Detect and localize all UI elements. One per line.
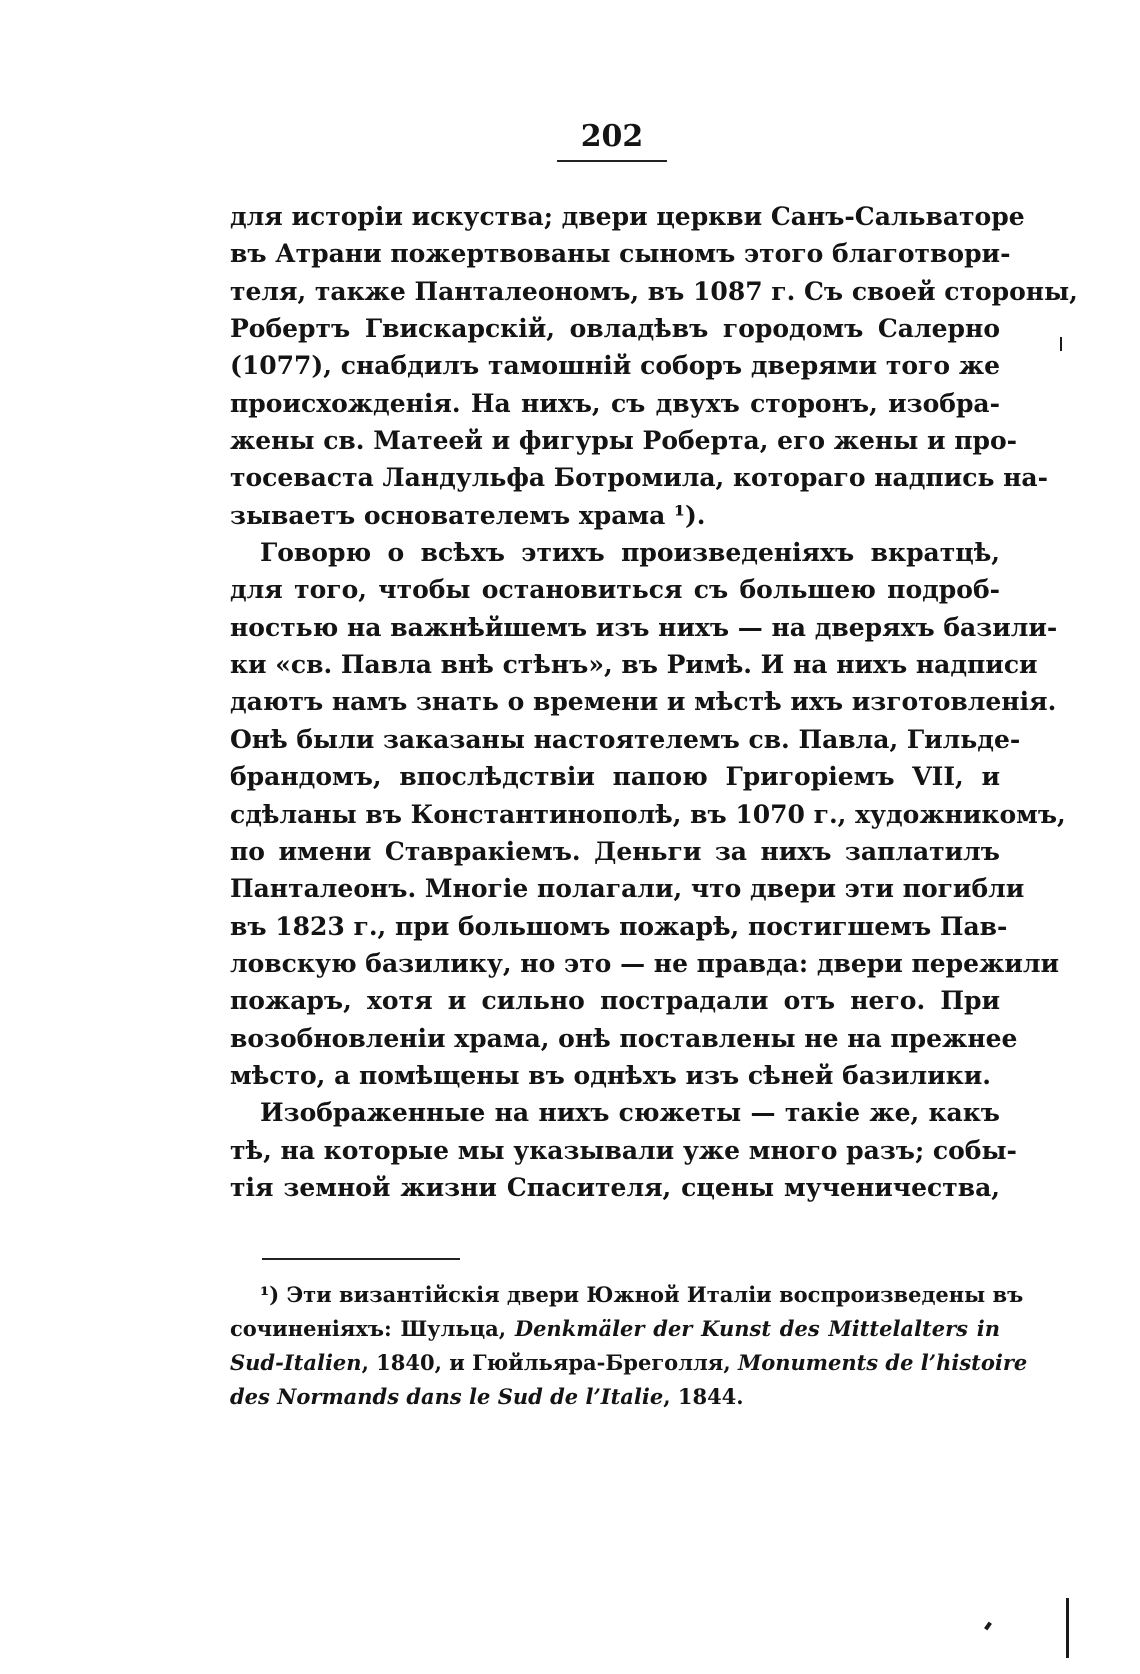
- text-line: Онѣ были заказаны настоятелемъ св. Павла, Гильде-: [230, 724, 1021, 754]
- text-line: Говорю о всѣхъ этихъ произведеніяхъ вкратцѣ,: [260, 538, 1000, 568]
- text-line: тія земной жизни Спасителя, сцены мученичества,: [230, 1172, 1000, 1202]
- text-line: тосеваста Ландульфа Ботромила, котораго надпись на-: [230, 463, 1049, 493]
- scan-edge-mark: [1066, 1598, 1069, 1658]
- text-line: для исторіи искуства; двери церкви Санъ-Сальваторе: [230, 202, 1025, 231]
- text-line: даютъ намъ знать о времени и мѣстѣ ихъ изготовленія.: [230, 687, 1057, 717]
- footnote-line: ¹) Эти византійскія двери Южной Италіи воспроизведены въ: [260, 1282, 1024, 1307]
- text-line: ностью на важнѣйшемъ изъ нихъ — на дверяхъ базили-: [230, 612, 1058, 642]
- text-line: (1077), снабдилъ тамошній соборъ дверями того же: [230, 351, 1000, 381]
- page-number: 202: [580, 119, 644, 154]
- page-number-rule: [557, 160, 667, 162]
- text-line: пожаръ, хотя и сильно пострадали отъ него. При: [230, 986, 1000, 1016]
- text-line: брандомъ, впослѣдствіи папою Григоріемъ VII, и: [230, 762, 1000, 792]
- footnote-text: , 1844.: [663, 1384, 744, 1409]
- footnote-text: сочиненіяхъ: Шульца,: [230, 1316, 515, 1341]
- text-line: зываетъ основателемъ храма ¹).: [230, 500, 706, 530]
- footnote-title-italic: Monuments de l’histoire: [737, 1350, 1028, 1375]
- text-line: Робертъ Гвискарскій, овладѣвъ городомъ Салерно: [230, 314, 1000, 344]
- footnote-title-italic: Sud-Italien: [230, 1350, 362, 1375]
- text-line: мѣсто, а помѣщены въ однѣхъ изъ сѣней базилики.: [230, 1060, 991, 1090]
- text-line: сдѣланы въ Константинополѣ, въ 1070 г., художникомъ,: [230, 799, 1066, 829]
- body-text: [230, 198, 1078, 1206]
- text-line: ки «св. Павла внѣ стѣнъ», въ Римѣ. И на нихъ надписи: [230, 650, 1038, 680]
- text-line: происхожденія. На нихъ, съ двухъ сторонъ, изобра-: [230, 388, 1000, 418]
- text-line: въ 1823 г., при большомъ пожарѣ, постигшемъ Пав-: [230, 911, 1008, 941]
- text-line: для того, чтобы остановиться съ большею подроб-: [230, 575, 1000, 605]
- text-line: въ Атрани пожертвованы сыномъ этого благотвори-: [230, 239, 1011, 269]
- scan-edge-mark: [1060, 337, 1062, 351]
- text-line: Изображенные на нихъ сюжеты — такіе же, какъ: [260, 1098, 1000, 1128]
- footnote-line: [230, 1346, 1028, 1380]
- footnote-line: [230, 1380, 1000, 1414]
- text-line: ловскую базилику, но это — не правда: двери пережили: [230, 948, 1060, 978]
- footnote-title-italic: Denkmäler der Kunst des Mittelalters in: [514, 1316, 1000, 1341]
- footnote-text: , 1840, и Гюйльяра-Бреголля,: [361, 1350, 738, 1375]
- footnote: [230, 1278, 1028, 1414]
- scan-edge-mark: [984, 1622, 992, 1631]
- text-line: возобновленіи храма, онѣ поставлены не на прежнее: [230, 1023, 1018, 1053]
- footnote-title-italic: des Normands dans le Sud de l’Italie: [230, 1384, 664, 1409]
- footnote-line: [230, 1312, 1000, 1346]
- text-line: Панталеонъ. Многіе полагали, что двери эти погибли: [230, 874, 1025, 904]
- text-line: жены св. Матеей и фигуры Роберта, его жены и про-: [230, 426, 1018, 456]
- text-line: тѣ, на которые мы указывали уже много разъ; собы-: [230, 1135, 1017, 1165]
- text-line: по имени Ставракіемъ. Деньги за нихъ заплатилъ: [230, 836, 1000, 866]
- footnote-rule: [262, 1258, 460, 1260]
- text-line: теля, также Панталеономъ, въ 1087 г. Съ своей стороны,: [230, 276, 1078, 306]
